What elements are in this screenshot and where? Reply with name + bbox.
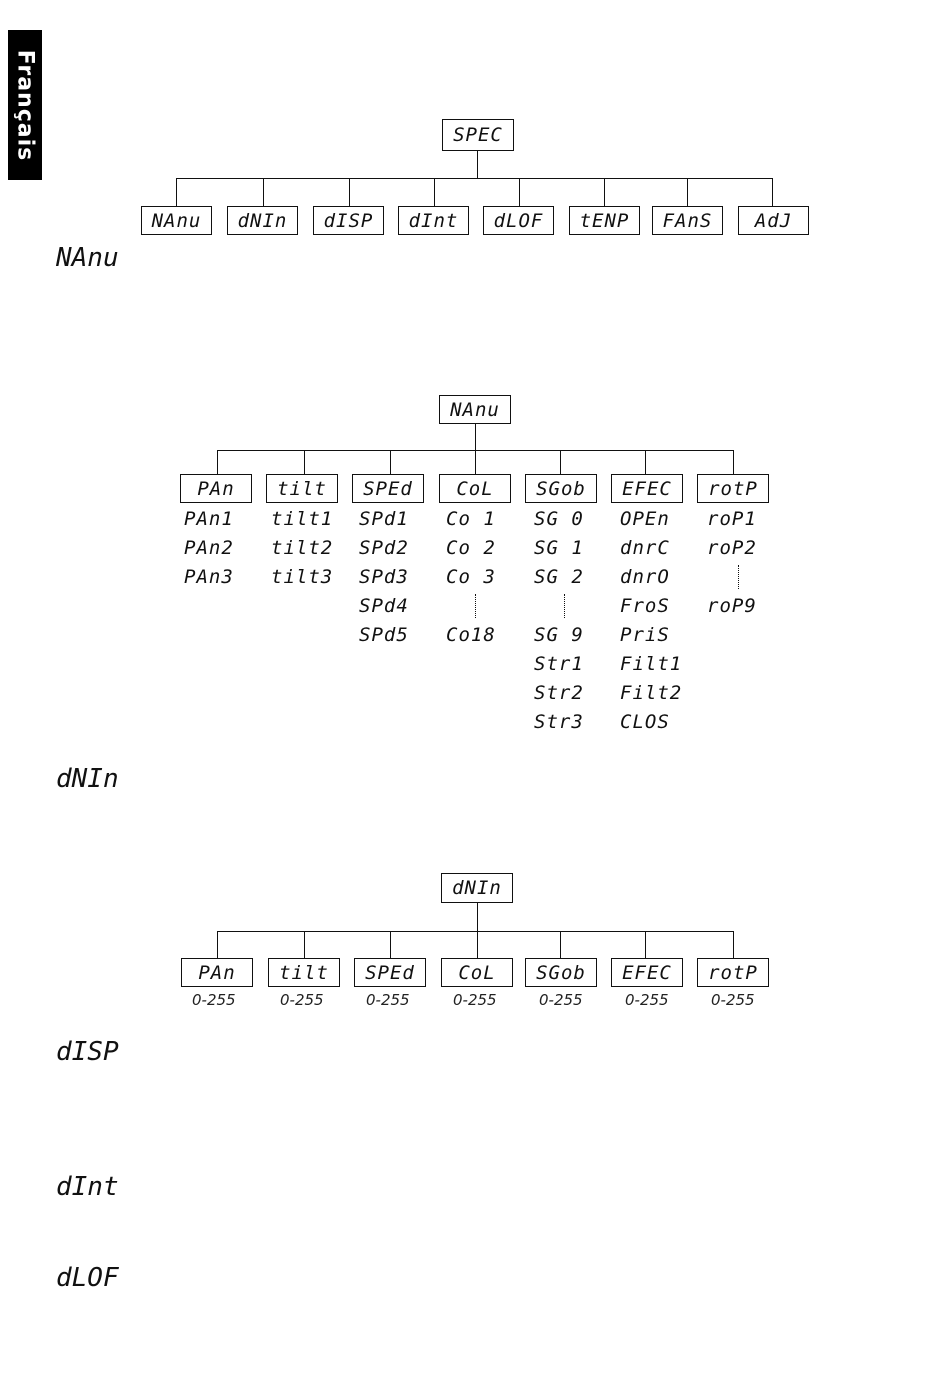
manu-item: SPd2 [359,537,409,559]
section-heading-dlof: dLOF [56,1263,119,1293]
manu-root-stem [475,424,476,450]
dmx-range: 0-255 [539,991,583,1009]
manu-item: SPd3 [359,566,409,588]
manu-item: Co18 [446,624,496,646]
manu-item: SPd5 [359,624,409,646]
spec-child-dmx: dNIn [227,206,298,235]
manu-item: PriS [620,624,670,646]
dmx-header-effect: EFEC [611,958,683,987]
manu-item: roP9 [707,595,757,617]
manu-item: PAn2 [184,537,234,559]
section-heading-dint: dInt [56,1172,119,1202]
spec-drop [349,178,350,206]
dmx-range: 0-255 [192,991,236,1009]
manu-item: SG 1 [534,537,584,559]
spec-drop [176,178,177,206]
language-tab [8,30,42,180]
dmx-drop [645,931,646,958]
spec-child-manu: NAnu [141,206,212,235]
dmx-range: 0-255 [453,991,497,1009]
spec-child-temp: tENP [569,206,640,235]
manu-header-gobo: SGob [525,474,597,503]
manu-item: tilt3 [271,566,334,588]
dmx-range: 0-255 [625,991,669,1009]
manu-drop [217,450,218,474]
manu-item: FroS [620,595,670,617]
dmx-root-stem [477,903,478,931]
spec-drop [519,178,520,206]
dmx-bus [217,931,733,932]
spec-child-adj: AdJ [738,206,809,235]
manu-item: Filt1 [620,653,683,675]
dmx-range: 0-255 [711,991,755,1009]
manu-header-speed: SPEd [352,474,424,503]
ellipsis-dots [564,594,565,618]
manu-item: CLOS [620,711,670,733]
manu-item: SG 2 [534,566,584,588]
manu-item: SG 9 [534,624,584,646]
ellipsis-dots [475,594,476,618]
dmx-drop [304,931,305,958]
manu-root-box: NAnu [439,395,511,424]
manu-item: tilt1 [271,508,334,530]
manu-item: dnrC [620,537,670,559]
spec-root-stem [477,151,478,178]
manu-header-effect: EFEC [611,474,683,503]
manu-drop [645,450,646,474]
manu-item: Co 3 [446,566,496,588]
dmx-drop [477,931,478,958]
manu-header-color: CoL [439,474,511,503]
dmx-header-rotp: rotP [697,958,769,987]
ellipsis-dots [738,565,739,589]
spec-drop [687,178,688,206]
manu-drop [733,450,734,474]
section-heading-manu: NAnu [56,243,119,273]
manu-item: Co 2 [446,537,496,559]
spec-child-disp: dISP [313,206,384,235]
manu-item: Filt2 [620,682,683,704]
spec-child-dlof: dLOF [483,206,554,235]
language-tab-label: Français [12,49,38,161]
manu-header-pan: PAn [180,474,252,503]
spec-child-fans: FAnS [652,206,723,235]
manu-drop [304,450,305,474]
dmx-drop [390,931,391,958]
spec-drop [604,178,605,206]
manu-item: roP2 [707,537,757,559]
manu-item: PAn3 [184,566,234,588]
manu-item: dnrO [620,566,670,588]
spec-root-box: SPEC [442,119,514,151]
manu-header-tilt: tilt [266,474,338,503]
dmx-header-pan: PAn [181,958,253,987]
spec-drop [772,178,773,206]
dmx-range: 0-255 [366,991,410,1009]
manu-drop [475,450,476,474]
dmx-drop [217,931,218,958]
dmx-root-box: dNIn [441,873,513,903]
dmx-header-tilt: tilt [268,958,340,987]
manu-drop [560,450,561,474]
spec-drop [263,178,264,206]
spec-child-dint: dInt [398,206,469,235]
manu-header-rotp: rotP [697,474,769,503]
manu-item: PAn1 [184,508,234,530]
section-heading-disp: dISP [56,1037,119,1067]
manu-item: SPd1 [359,508,409,530]
section-heading-dmx: dNIn [56,764,119,794]
manu-item: Str1 [534,653,584,675]
dmx-range: 0-255 [280,991,324,1009]
dmx-header-gobo: SGob [525,958,597,987]
dmx-drop [733,931,734,958]
manu-item: Str2 [534,682,584,704]
manu-item: Str3 [534,711,584,733]
manu-item: SG 0 [534,508,584,530]
manu-item: OPEn [620,508,670,530]
dmx-drop [560,931,561,958]
manu-item: tilt2 [271,537,334,559]
dmx-header-color: CoL [441,958,513,987]
manu-item: Co 1 [446,508,496,530]
spec-bus [176,178,772,179]
manu-drop [390,450,391,474]
manu-item: roP1 [707,508,757,530]
dmx-header-speed: SPEd [354,958,426,987]
manu-item: SPd4 [359,595,409,617]
spec-drop [434,178,435,206]
